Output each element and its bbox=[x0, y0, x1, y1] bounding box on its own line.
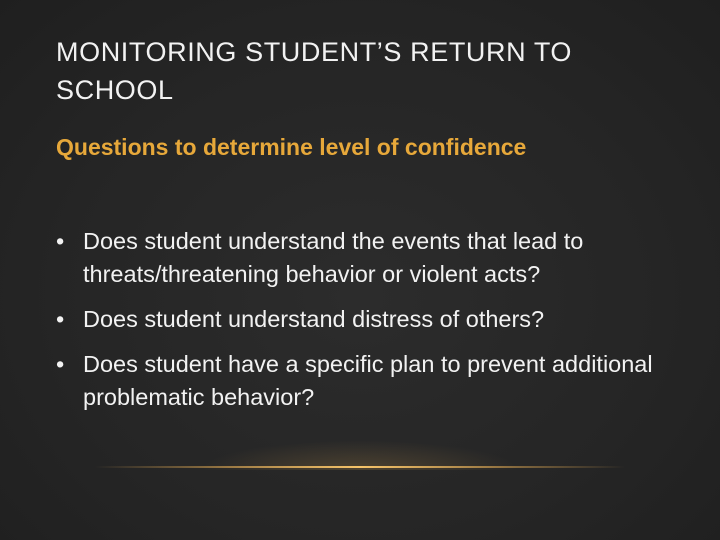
bullet-item bbox=[56, 303, 666, 336]
bullet-icon: • bbox=[56, 306, 65, 332]
bullet-icon: • bbox=[56, 228, 65, 254]
bullet-item bbox=[56, 348, 666, 414]
bullet-text: Does student understand the events that lead to threats/threatening behavior or violent acts? bbox=[83, 228, 584, 287]
bullet-text: Does student have a specific plan to prevent additional problematic behavior? bbox=[83, 351, 653, 410]
bullet-item bbox=[56, 225, 666, 291]
bullet-list bbox=[56, 225, 666, 426]
slide-title: MONITORING STUDENT’S RETURN TO SCHOOL bbox=[56, 37, 573, 105]
bullet-text: Does student understand distress of others? bbox=[83, 306, 545, 332]
slide-subtitle: Questions to determine level of confidence bbox=[56, 134, 527, 160]
accent-divider-line bbox=[95, 466, 625, 468]
bullet-icon: • bbox=[56, 351, 65, 377]
